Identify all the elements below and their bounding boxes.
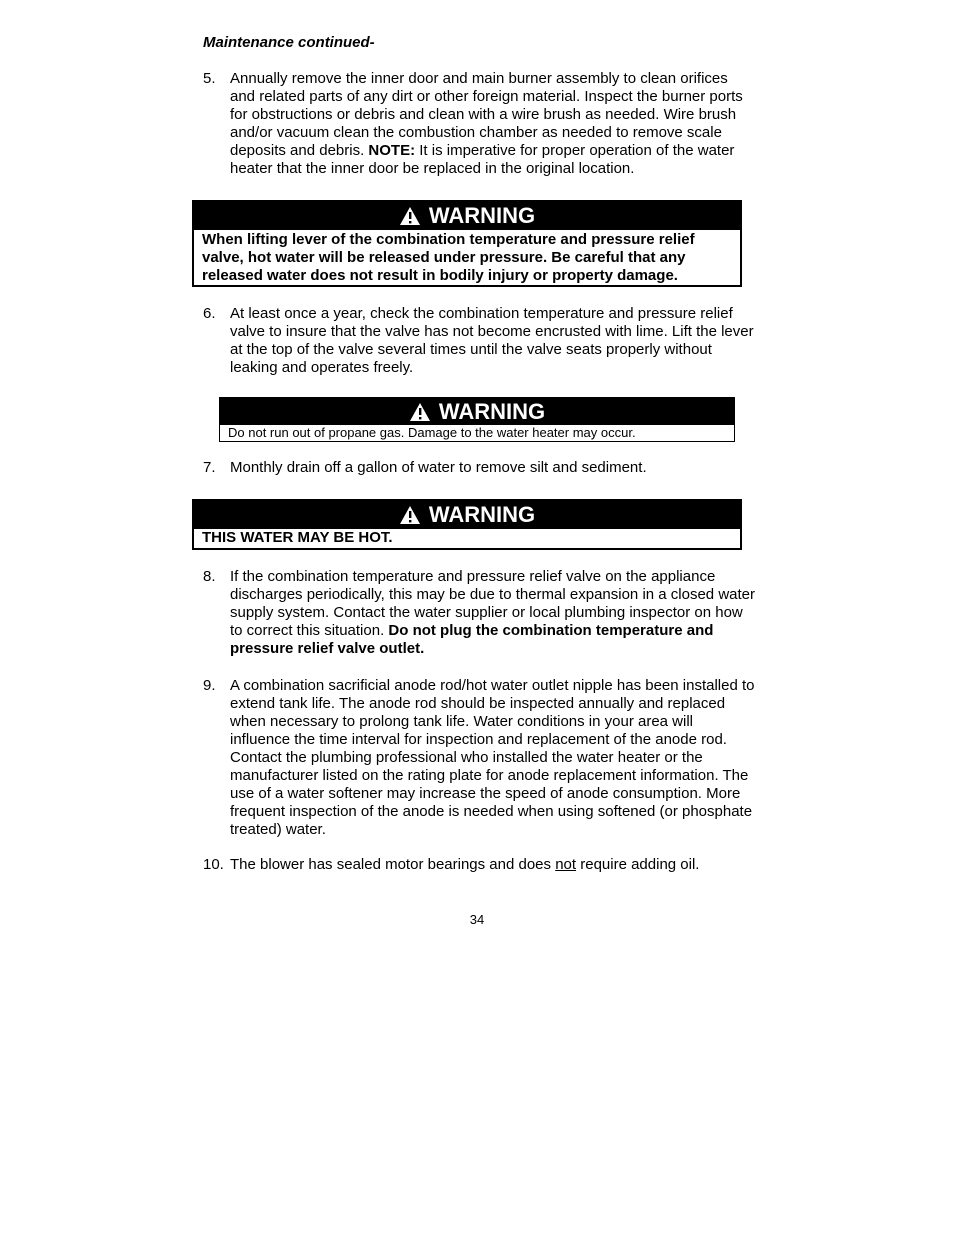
- text-run: The blower has sealed motor bearings and does: [230, 856, 556, 873]
- bold-text: NOTE:: [368, 142, 416, 159]
- item-number: 8.: [203, 568, 216, 585]
- item-number: 6.: [203, 305, 216, 322]
- warning-text: Do not run out of propane gas. Damage to the water heater may occur.: [228, 425, 636, 440]
- text-run: Annually remove the inner door and main burner assembly to clean orifices and related parts of any dirt or other foreign material. Inspect the burner ports for obstructions or debris and clean with a wire brush as needed. Wire brush and/or vacuum clean the combustion chamber as needed to remove scale deposits and debris.: [230, 70, 743, 159]
- text-run: require adding oil.: [576, 856, 700, 873]
- list-item: [203, 568, 755, 658]
- item-text: [230, 459, 755, 477]
- warning-title: WARNING: [438, 398, 546, 424]
- item-number: 7.: [203, 459, 216, 476]
- section-heading: Maintenance continued-: [203, 34, 375, 51]
- bold-text: Do not plug the combination temperature and pressure relief valve outlet.: [230, 622, 714, 657]
- text-run: At least once a year, check the combination temperature and pressure relief valve to insure that the valve has not become encrusted with lime. Lift the lever at the top of the valve several times until the valve seats properly without leaking and operates freely.: [230, 305, 754, 376]
- text-run: A combination sacrificial anode rod/hot water outlet nipple has been installed to extend tank life. The anode rod should be inspected annually and replaced when necessary to prolong tank life. Water conditions in your area will influence the time interval for inspection and replacement of the anode rod. Contact the plumbing professional who installed the water heater or the manufacturer listed on the rating plate for anode replacement information. The use of a water softener may increase the speed of anode consumption. More frequent inspection of the anode is needed when using softened (or phosphate treated) water.: [230, 677, 755, 838]
- warning-title: WARNING: [428, 203, 536, 228]
- warning-icon: [409, 402, 431, 422]
- list-item: [203, 856, 755, 874]
- underlined-text: not: [555, 856, 577, 873]
- item-text: [230, 568, 755, 658]
- item-number: 9.: [203, 677, 216, 694]
- warning-icon: [399, 206, 421, 226]
- list-item: [203, 305, 755, 377]
- text-run: It is imperative for proper operation of the water heater that the inner door be replaced in the original location.: [230, 142, 735, 177]
- item-text: [230, 305, 755, 377]
- warning-box: [192, 499, 742, 550]
- warning-text: When lifting lever of the combination temperature and pressure relief valve, hot water will be released under pressure. Be careful that any released water does not result in bodily injury or property damage.: [202, 231, 695, 284]
- warning-header: [220, 398, 734, 425]
- item-text: [230, 856, 755, 874]
- text-run: If the combination temperature and pressure relief valve on the appliance discharges periodically, this may be due to thermal expansion in a closed water supply system. Contact the water supplier or local plumbing inspector on how to correct this situation.: [230, 568, 755, 639]
- page-number: 34: [469, 912, 485, 927]
- item-number: 10.: [203, 856, 224, 873]
- warning-box: [192, 200, 742, 287]
- warning-title: WARNING: [428, 502, 536, 527]
- warning-box: [219, 397, 735, 442]
- text-run: Monthly drain off a gallon of water to remove silt and sediment.: [230, 459, 647, 476]
- warning-header: [194, 501, 740, 529]
- list-item: [203, 459, 755, 477]
- item-number: 5.: [203, 70, 216, 87]
- list-item: [203, 70, 755, 178]
- item-text: [230, 677, 755, 839]
- warning-text: THIS WATER MAY BE HOT.: [202, 529, 393, 546]
- item-text: [230, 70, 755, 178]
- warning-icon: [399, 505, 421, 525]
- list-item: [203, 677, 755, 839]
- warning-header: [194, 202, 740, 230]
